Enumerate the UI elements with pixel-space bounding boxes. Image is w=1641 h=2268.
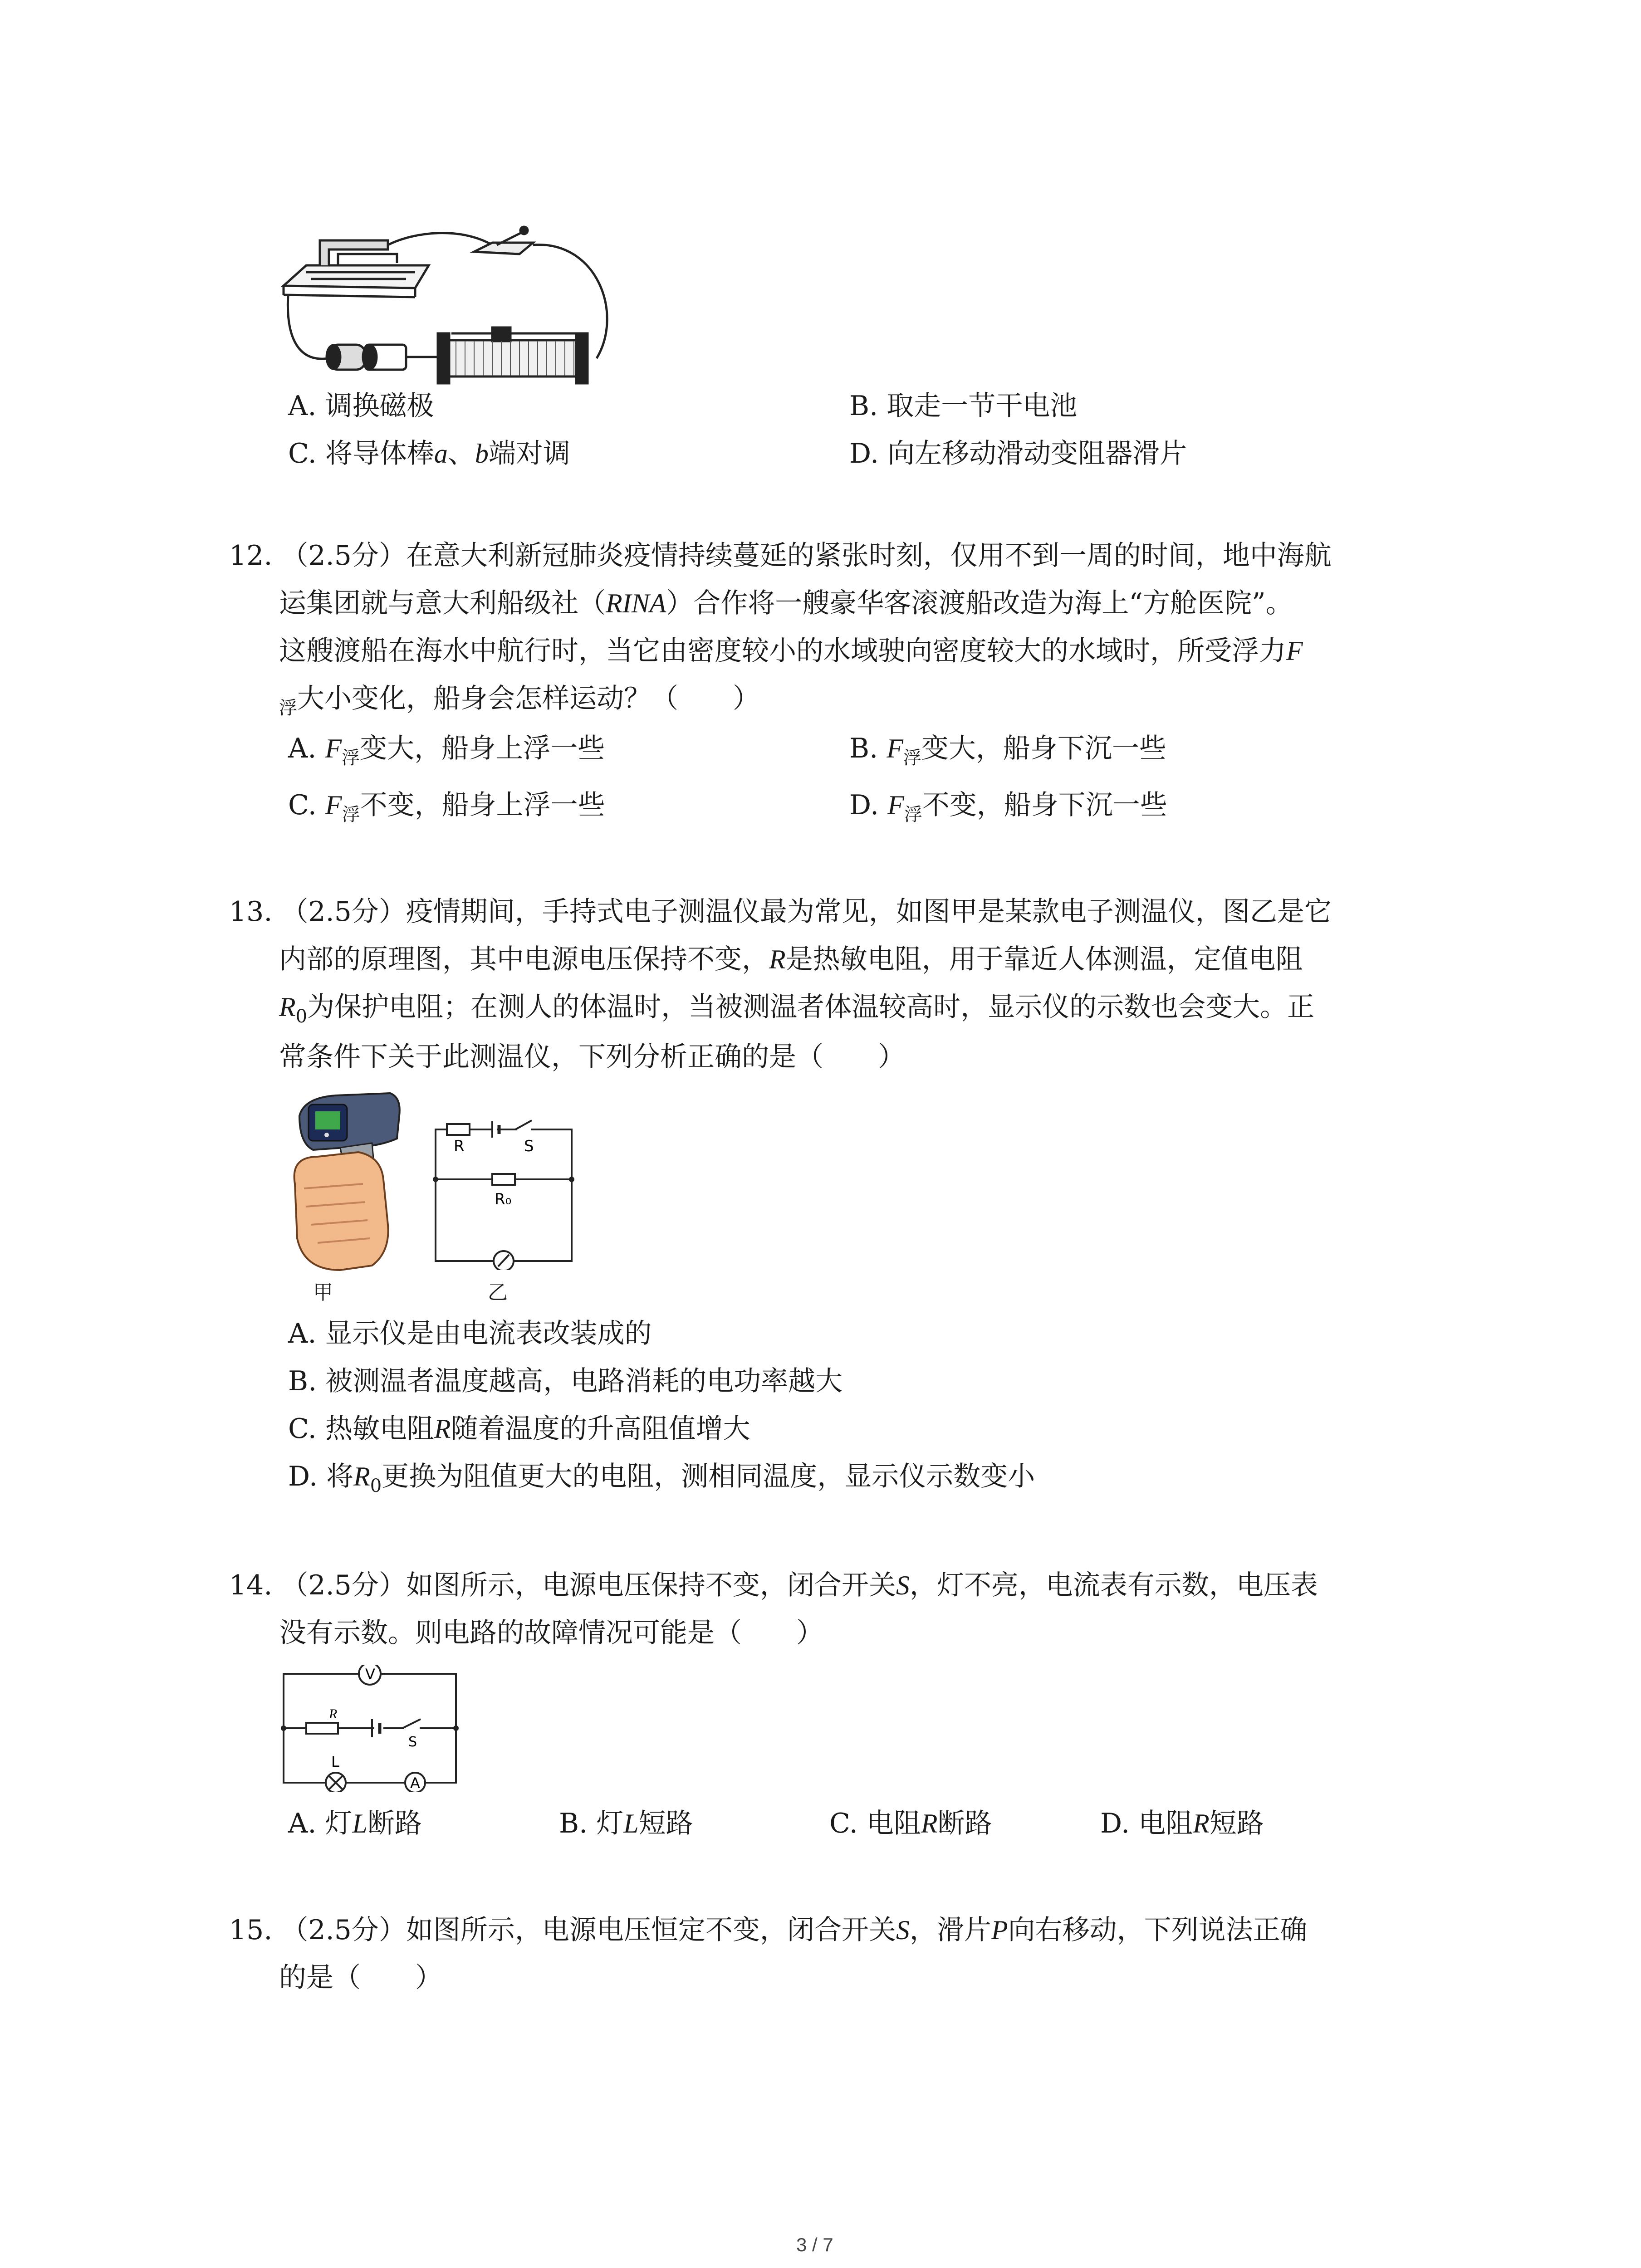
q12-stem-line3: 这艘渡船在海水中航行时，当它由密度较小的水域驶向密度较大的水域时，所受浮力F bbox=[279, 635, 1303, 667]
page-number: 3 / 7 bbox=[796, 2234, 833, 2255]
circuit-label-s: S bbox=[524, 1137, 534, 1155]
q13-stem-line3: $R_0$为保护电阻；在测人的体温时，当被测温者体温较高时，显示仪的示数也会变大。正 bbox=[279, 991, 1315, 1027]
q12-stem-line2: 运集团就与意大利船级社（RINA）合作将一艘豪华客滚渡船改造为海上“方舱医院”。 bbox=[279, 587, 1293, 619]
q13-stem-line4: 常条件下关于此测温仪，下列分析正确的是（ ） bbox=[279, 1041, 905, 1073]
lamp-label: L bbox=[331, 1753, 339, 1770]
q14-stem-line2: 没有示数。则电路的故障情况可能是（ ） bbox=[279, 1617, 823, 1649]
q12-stem-line1: 12. （2.5分）在意大利新冠肺炎疫情持续蔓延的紧张时刻，仅用不到一周的时间，地中海航 bbox=[229, 540, 1332, 572]
q15-stem-line2: 的是（ ） bbox=[279, 1962, 442, 1994]
q12-stem-line4: $_浮$大小变化，船身会怎样运动？（ ） bbox=[279, 683, 760, 719]
q14-option-d: D. 电阻R短路 bbox=[1100, 1808, 1264, 1839]
q13-option-d: D. 将$R_0$更换为阻值更大的电阻，测相同温度，显示仪示数变小 bbox=[288, 1461, 1035, 1496]
figure-label-jia: 甲 bbox=[313, 1281, 333, 1304]
circuit-label-s: S bbox=[408, 1734, 417, 1750]
voltmeter-label: V bbox=[365, 1666, 375, 1683]
q12-option-a: A. $F_浮$变大，船身上浮一些 bbox=[288, 733, 605, 768]
q15-stem-line1: 15. （2.5分）如图所示，电源电压恒定不变，闭合开关S，滑片P向右移动，下列说法正确 bbox=[229, 1914, 1308, 1946]
circuit-label-r: R bbox=[454, 1137, 465, 1155]
q13-stem-line2: 内部的原理图，其中电源电压保持不变，R是热敏电阻，用于靠近人体测温，定值电阻 bbox=[279, 943, 1303, 975]
q12-option-d: D. $F_浮$不变，船身下沉一些 bbox=[849, 789, 1167, 825]
q14-circuit-figure bbox=[279, 1665, 460, 1792]
q13-circuit-figure bbox=[426, 1116, 581, 1270]
q13-option-a: A. 显示仪是由电流表改装成的 bbox=[288, 1318, 652, 1349]
q11-option-b: B. 取走一节干电池 bbox=[849, 390, 1078, 422]
thermometer-gun-figure bbox=[286, 1089, 404, 1279]
q11-option-c: C. 将导体棒a、b端对调 bbox=[288, 438, 570, 469]
ammeter-label: A bbox=[410, 1774, 420, 1792]
q11-apparatus-figure bbox=[279, 222, 624, 390]
q11-option-a: A. 调换磁极 bbox=[288, 390, 434, 422]
q14-option-a: A. 灯L断路 bbox=[288, 1808, 422, 1839]
q13-stem-line1: 13. （2.5分）疫情期间，手持式电子测温仪最为常见，如图甲是某款电子测温仪，图乙是它 bbox=[229, 896, 1332, 928]
q14-option-b: B. 灯L短路 bbox=[559, 1808, 693, 1839]
q12-option-c: C. $F_浮$不变，船身上浮一些 bbox=[288, 789, 605, 825]
q12-option-b: B. $F_浮$变大，船身下沉一些 bbox=[849, 733, 1166, 768]
q14-stem-line1: 14. （2.5分）如图所示，电源电压保持不变，闭合开关S，灯不亮，电流表有示数，电压表 bbox=[229, 1569, 1318, 1601]
circuit-label-r: R bbox=[329, 1706, 338, 1721]
q13-option-c: C. 热敏电阻R随着温度的升高阻值增大 bbox=[288, 1413, 750, 1445]
q11-option-d: D. 向左移动滑动变阻器滑片 bbox=[849, 438, 1187, 469]
figure-label-yi: 乙 bbox=[488, 1281, 508, 1304]
circuit-label-r0: R₀ bbox=[495, 1190, 512, 1208]
q14-option-c: C. 电阻R断路 bbox=[829, 1808, 992, 1839]
q13-option-b: B. 被测温者温度越高，电路消耗的电功率越大 bbox=[288, 1365, 843, 1397]
